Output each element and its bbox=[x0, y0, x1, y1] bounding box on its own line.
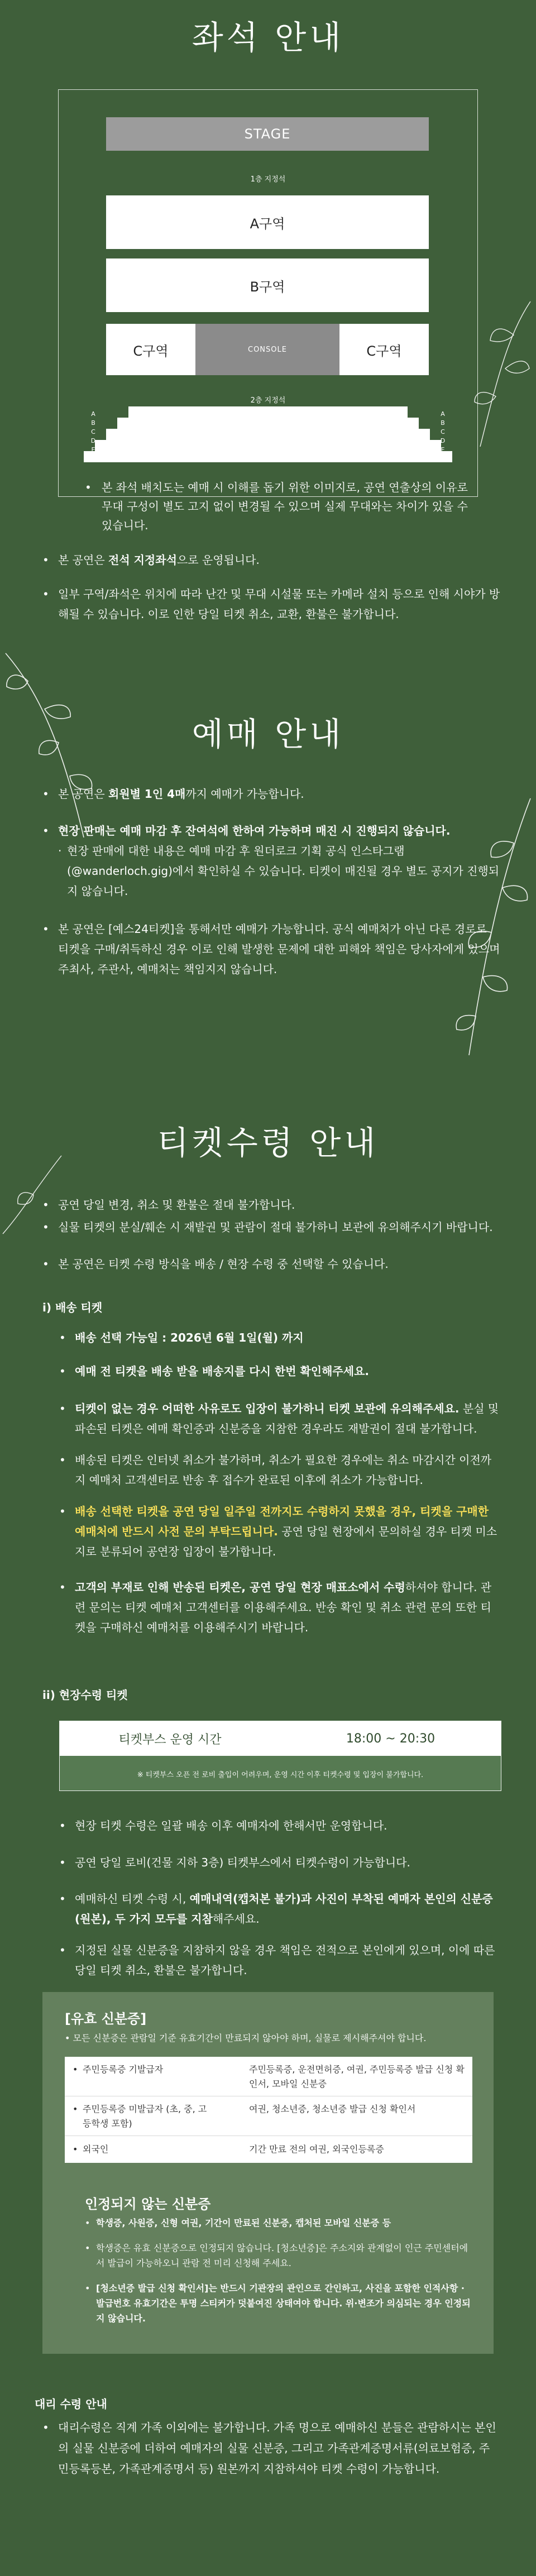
delivery-d6: • 고객의 부재로 인해 반송된 티켓은, 공연 당일 현장 매표소에서 수령하셔야 합니다. 관련 문의는 티켓 예매처 고객센터를 이용해주세요. 반송 확인 및 취소 관련 문의 또한 티켓을 구매하신 예매처를 이용해주시기 바랍니다. bbox=[59, 1581, 492, 1634]
ticket-booth-hours-table bbox=[59, 1721, 501, 1791]
onsite-o4: • 지정된 실물 신분증을 지참하지 않을 경우 책임은 전적으로 본인에게 있으며, 이에 따른 당일 티켓 취소, 환불은 불가합니다. bbox=[59, 1943, 495, 1977]
delivery-d2: • 예매 전 티켓을 배송 받을 배송지를 다시 한번 확인해주세요. bbox=[59, 1364, 369, 1378]
proxy-pickup-body: • 대리수령은 직계 가족 이외에는 불가합니다. 가족 명으로 예매하신 분들은 관람하시는 본인의 실물 신분증에 더하여 예매자의 실물 신분증, 그리고 가족관계증명서류(의료보험증, 주민등록등본, 가족관계증명서 등) 원본까지 지참하셔야 티켓 수령이 가능합니다. bbox=[42, 2421, 496, 2476]
list-item: • [청소년증 발급 신청 확인서]는 반드시 기관장의 관인으로 간인하고, 사진을 포함한 인적사항 · 발급번호 유효기간은 투명 스티커가 덧붙여진 상태여야 합니다. 위·변조가 의심되는 경우 인정되지 않습니다. bbox=[85, 2283, 471, 2324]
delivery-d3: • 티켓이 없는 경우 어떠한 사유로도 입장이 불가하니 티켓 보관에 유의해주세요. 분실 및 파손된 티켓은 예매 확인증과 신분증을 지참한 경우라도 재발권이 절대 불가합니다. bbox=[59, 1402, 499, 1435]
ticket-p1: • 공연 당일 변경, 취소 및 환불은 절대 불가합니다. bbox=[42, 1198, 295, 1212]
list-item: • 학생증, 사원증, 신형 여권, 기간이 만료된 신분증, 캡처된 모바일 신분증 등 bbox=[85, 2218, 391, 2228]
valid-id-box bbox=[42, 1992, 494, 2354]
table-row: • 외국인 기간 만료 전의 여권, 외국인등록증 bbox=[73, 2144, 384, 2154]
delivery-d1: • 배송 선택 가능일 : 2026년 6월 1일(월) 까지 bbox=[59, 1331, 304, 1344]
booking-p3: • 본 공연은 [예스24티켓]을 통해서만 예매가 가능합니다. 공식 예매처가 아닌 다른 경로로 티켓을 구매/취득하신 경우 이로 인해 발생한 문제에 대한 피해와 책임은 당사자에게 있으며 주최사, 주관사, 예매처는 책임지지 않습니다. bbox=[42, 922, 500, 976]
seating-section-title: 좌석 안내 bbox=[192, 18, 344, 56]
valid-id-table bbox=[65, 2057, 472, 2163]
stage-block: STAGE bbox=[106, 117, 429, 151]
valid-id-subtitle: • 모든 신분증은 관람일 기준 유효기간이 만료되지 않아야 하며, 실물로 제시해주셔야 합니다. bbox=[65, 2033, 427, 2043]
seating-p2: • 일부 구역/좌석은 위치에 따라 난간 및 무대 시설물 또는 카메라 설치 등으로 인해 시야가 방해될 수 있습니다. 이로 인한 당일 티켓 취소, 교환, 환불은 불가합니다. bbox=[42, 587, 500, 621]
seating-p1: • 본 공연은 전석 지정좌석으로 운영됩니다. bbox=[42, 553, 260, 567]
onsite-o3: • 예매하신 티켓 수령 시, 예매내역(캡처본 불가)과 사진이 부착된 예매자 본인의 신분증(원본), 두 가지 모두를 지참해주세요. bbox=[59, 1892, 493, 1926]
console-block: CONSOLE bbox=[195, 324, 339, 375]
zone-b: B구역 bbox=[106, 258, 429, 312]
booth-hours-time: 18:00 ~ 20:30 bbox=[346, 1731, 436, 1746]
seat-map-note: • 본 좌석 배치도는 예매 시 이해를 돕기 위한 이미지로, 공연 연출상의 이유로 무대 구성이 별도 고지 없이 변경될 수 있으며 실제 무대와는 차이가 있을 수 있습니다. bbox=[85, 481, 468, 532]
booth-hours-note: ※ 티켓부스 오픈 전 로비 출입이 어려우며, 운영 시간 이후 티켓수령 및 입장이 불가합니다. bbox=[137, 1770, 424, 1779]
table-row: • 주민등록증 기발급자 주민등록증, 운전면허증, 여권, 주민등록증 발급 신청 확인서, 모바일 신분증 bbox=[65, 2057, 472, 2096]
invalid-id-title: 인정되지 않는 신분증 bbox=[85, 2196, 211, 2212]
floor2-row-letters-right: A B C D E bbox=[440, 410, 446, 453]
ticket-p2: • 실물 티켓의 분실/훼손 시 재발권 및 관람이 절대 불가하니 보관에 유의해주시기 바랍니다. bbox=[42, 1220, 493, 1234]
booking-p1: • 본 공연은 회원별 1인 4매까지 예매가 가능합니다. bbox=[42, 787, 304, 801]
ticket-p3: • 본 공연은 티켓 수령 방식을 배송 / 현장 수령 중 선택할 수 있습니다. bbox=[42, 1257, 389, 1271]
booking-p2: • 현장 판매는 예매 마감 후 잔여석에 한하여 가능하며 매진 시 진행되지 않습니다. · 현장 판매에 대한 내용은 예매 마감 후 원더로크 기획 공식 인스타그램 (@wanderloch.gig)에서 확인하실 수 있습니다. 티켓이 매진될 경우 별도 공지가 진행되지 않습니다. bbox=[42, 824, 500, 898]
invalid-id-list bbox=[85, 2215, 476, 2336]
onsite-subhead: ii) 현장수령 티켓 bbox=[42, 1688, 128, 1702]
valid-id-title: [유효 신분증] bbox=[65, 2011, 147, 2027]
booking-section-title: 예매 안내 bbox=[192, 715, 344, 753]
floor1-label: 1층 지정석 bbox=[250, 175, 286, 184]
list-item: • 학생증은 유효 신분증으로 인정되지 않습니다. [청소년증]은 주소지와 관계없이 인근 주민센터에서 발급이 가능하오니 관람 전 미리 신청해 주세요. bbox=[85, 2243, 468, 2268]
proxy-pickup-head: 대리 수령 안내 bbox=[35, 2397, 107, 2411]
ticket-section-title: 티켓수령 안내 bbox=[157, 1124, 379, 1162]
zone-a: A구역 bbox=[106, 195, 429, 249]
onsite-o1: • 현장 티켓 수령은 일괄 배송 이후 예매자에 한해서만 운영합니다. bbox=[59, 1819, 387, 1832]
delivery-subhead: i) 배송 티켓 bbox=[42, 1301, 103, 1314]
delivery-d4: • 배송된 티켓은 인터넷 취소가 불가하며, 취소가 필요한 경우에는 취소 마감시간 이전까지 예매처 고객센터로 반송 후 접수가 완료된 이후에 취소가 가능합니다. bbox=[59, 1453, 492, 1487]
onsite-o2: • 공연 당일 로비(건물 지하 3층) 티켓부스에서 티켓수령이 가능합니다. bbox=[59, 1856, 410, 1869]
table-row: • 주민등록증 미발급자 (초, 중, 고등학생 포함) 여권, 청소년증, 청소년증 발급 신청 확인서 bbox=[65, 2096, 472, 2136]
delivery-d5: • 배송 선택한 티켓을 공연 당일 일주일 전까지도 수령하지 못했을 경우, 티켓을 구매한 예매처에 반드시 사전 문의 부탁드립니다. 공연 당일 현장에서 문의하실 경우 티켓 미소지로 분류되어 공연장 입장이 불가합니다. bbox=[59, 1505, 497, 1558]
booth-hours-label: 티켓부스 운영 시간 bbox=[118, 1732, 222, 1747]
floor2-label: 2층 지정석 bbox=[250, 396, 286, 405]
zone-c-left: C구역 bbox=[106, 324, 195, 375]
floor2-row-letters-left: A B C D E bbox=[90, 410, 96, 453]
zone-c-right: C구역 bbox=[339, 324, 429, 375]
floor2-seating-block bbox=[84, 406, 452, 462]
